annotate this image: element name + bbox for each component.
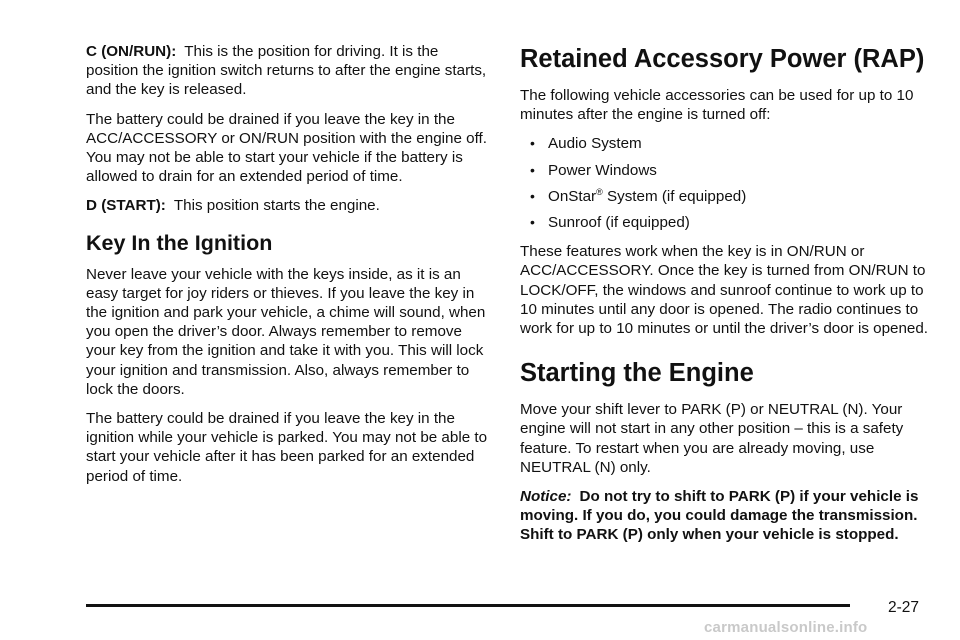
- accessory-sunroof: Sunroof (if equipped): [548, 214, 690, 232]
- rap-intro-paragraph: The following vehicle accessories can be used for up to 10 minutes after the engine is turned off:: [520, 87, 914, 124]
- accessory-onstar-rest: System (if equipped): [602, 187, 747, 205]
- registered-mark: ®: [596, 186, 603, 197]
- key-in-ignition-paragraph: Never leave your vehicle with the keys inside, as it is an easy target for joy riders or thieves. If you leave the key in the ignition and park your vehicle, a chime will sound, when you open the driver’s door. Always remember to remove your key from the ignition and take it with you. This will lock your ignition and transmission. Also, always remember to lock the doors.: [86, 265, 486, 398]
- battery-drain-paragraph: The battery could be drained if you leave the key in the ACC/ACCESSORY or ON/RUN position with the engine off. You may not be able to start your vehicle if the battery is allowed to drain for an extended period of time.: [86, 110, 487, 186]
- key-in-ignition-heading: Key In the Ignition: [86, 230, 273, 255]
- bullet-icon: •: [530, 161, 535, 178]
- accessory-power-windows: Power Windows: [548, 161, 657, 179]
- shift-lever-paragraph: Move your shift lever to PARK (P) or NEUTRAL (N). Your engine will not start in any other position – this is a safety feature. To restart when you are already moving, use NEUTRAL (N) only.: [520, 401, 904, 476]
- accessory-onstar: OnStar: [548, 187, 597, 205]
- footer-rule: [86, 604, 850, 607]
- ignition-d-start-paragraph: [86, 196, 492, 215]
- accessory-list: [520, 134, 930, 232]
- list-item: [530, 134, 930, 153]
- bullet-icon: •: [530, 135, 535, 152]
- list-item: [530, 161, 930, 180]
- right-column: [520, 44, 930, 555]
- bullet-icon: •: [530, 187, 535, 204]
- accessory-audio-system: Audio System: [548, 135, 642, 153]
- ignition-d-start-label: D (START):: [86, 197, 166, 215]
- rap-features-paragraph: These features work when the key is in ON/RUN or ACC/ACCESSORY. Once the key is turned from ON/RUN to LOCK/OFF, the windows and sunroof continue to work up to 10 minutes until any door is opened. The radio continues to work for up to 10 minutes or until the driver’s door is opened.: [520, 243, 929, 338]
- notice-text: Do not try to shift to PARK (P) if your vehicle is moving. If you do, you could damage the transmission. Shift to PARK (P) only when your vehicle is stopped.: [520, 488, 919, 544]
- left-column: [86, 42, 492, 496]
- ignition-c-run-paragraph: [86, 42, 492, 100]
- ignition-c-run-text: This is the position for driving. It is the position the ignition switch returns to after the engine starts, and the key is released.: [86, 43, 487, 99]
- ignition-d-start-text: This position starts the engine.: [173, 197, 380, 215]
- rap-heading: Retained Accessory Power (RAP): [520, 45, 925, 73]
- page-number: 2-27: [888, 599, 920, 616]
- watermark: carmanualsonline.info: [704, 619, 868, 636]
- list-item: [530, 187, 930, 206]
- notice-label: Notice:: [520, 488, 572, 506]
- list-item: [530, 213, 930, 232]
- notice-paragraph: [520, 487, 930, 545]
- ignition-c-run-label: C (ON/RUN):: [86, 43, 177, 60]
- starting-engine-heading: Starting the Engine: [520, 359, 754, 388]
- battery-parked-paragraph: The battery could be drained if you leave the key in the ignition while your vehicle is parked. You may not be able to start your vehicle after it has been parked for an extended period of time.: [86, 410, 488, 485]
- bullet-icon: •: [530, 214, 535, 231]
